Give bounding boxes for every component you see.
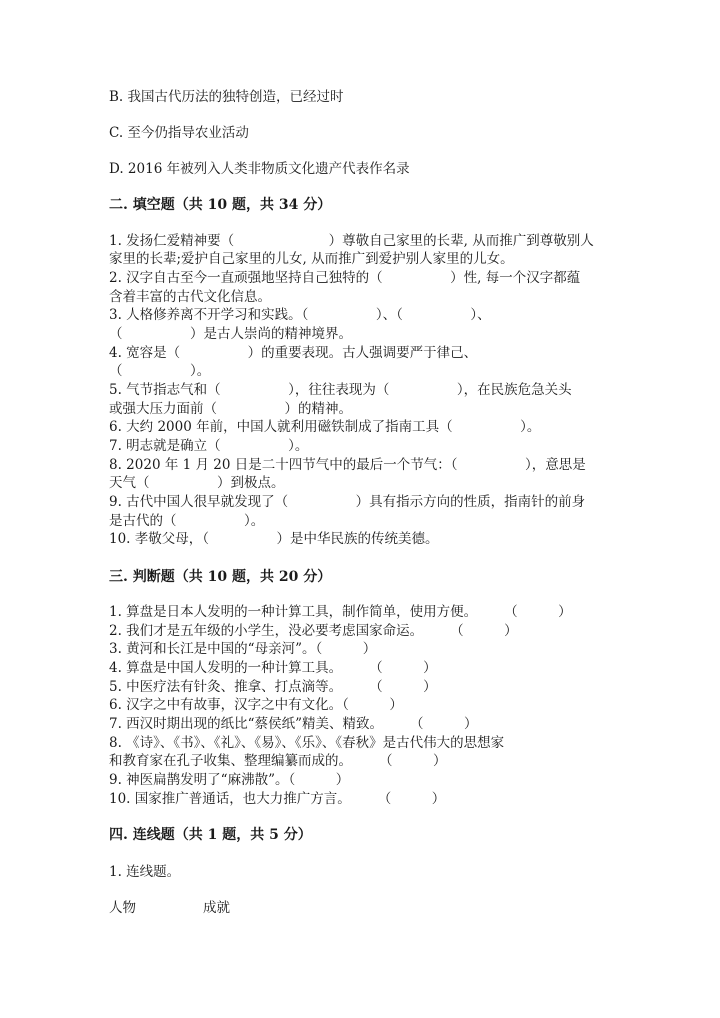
section-heading-fill-blank: 二. 填空题（共 10 题，共 34 分） (109, 197, 332, 213)
true-false-line: 4. 算盘是中国人发明的一种计算工具。 （ ） (109, 660, 437, 676)
section-heading-true-false: 三. 判断题（共 10 题，共 20 分） (109, 569, 332, 585)
fill-blank-line: 5. 气节指志气和（ ），往往表现为（ ），在民族危急关头 (109, 382, 572, 398)
true-false-line: 8. 《诗》、《书》、《礼》、《易》、《乐》、《春秋》是古代伟大的思想家 (109, 735, 505, 751)
fill-blank-line: （ ）是古人崇尚的精神境界。 (109, 326, 352, 342)
matching-column-right: 成就 (203, 900, 230, 916)
true-false-line: 5. 中医疗法有针灸、推拿、打点滴等。 （ ） (109, 679, 437, 695)
fill-blank-line: 7. 明志就是确立（ ）。 (109, 438, 309, 454)
fill-blank-line: 3. 人格修养离不开学习和实践。（ ）、（ ）、 (109, 307, 491, 323)
fill-blank-line: 10. 孝敬父母，（ ）是中华民族的传统美德。 (109, 531, 439, 547)
fill-blank-line: 4. 宽容是（ ）的重要表现。古人强调要严于律己、 (109, 345, 478, 361)
option-c: C. 至今仍指导农业活动 (109, 125, 249, 141)
matching-question: 1. 连线题。 (109, 864, 181, 880)
fill-blank-line: 家里的长辈;爱护自己家里的儿女, 从而推广到爱护别人家里的儿女。 (109, 251, 514, 267)
option-d: D. 2016 年被列入人类非物质文化遗产代表作名录 (109, 161, 410, 177)
true-false-line: 2. 我们才是五年级的小学生，没必要考虑国家命运。 （ ） (109, 623, 518, 639)
fill-blank-line: 6. 大约 2000 年前，中国人就利用磁铁制成了指南工具（ ）。 (109, 419, 541, 435)
fill-blank-line: 8. 2020 年 1 月 20 日是二十四节气中的最后一个节气：（ ），意思是 (109, 457, 586, 473)
fill-blank-line: （ ）。 (109, 363, 211, 379)
fill-blank-line: 或强大压力面前（ ）的精神。 (109, 401, 352, 417)
true-false-line: 3. 黄河和长江是中国的“母亲河”。（ ） (109, 641, 377, 657)
true-false-line: 9. 神医扁鹊发明了“麻沸散”。（ ） (109, 772, 350, 788)
matching-column-left: 人物 (109, 900, 136, 916)
fill-blank-line: 是古代的（ ）。 (109, 513, 265, 529)
true-false-line: 10. 国家推广普通话，也大力推广方言。 （ ） (109, 791, 446, 807)
true-false-line: 6. 汉字之中有故事，汉字之中有文化。（ ） (109, 697, 403, 713)
fill-blank-line: 1. 发扬仁爱精神要（ ）尊敬自己家里的长辈, 从而推广到尊敬别人 (109, 233, 594, 249)
true-false-line: 和教育家在孔子收集、整理编纂而成的。 （ ） (109, 753, 447, 769)
fill-blank-line: 天气（ ）到极点。 (109, 475, 285, 491)
fill-blank-line: 含着丰富的古代文化信息。 (109, 289, 271, 305)
true-false-line: 1. 算盘是日本人发明的一种计算工具，制作简单，使用方便。 （ ） (109, 604, 572, 620)
option-b: B. 我国古代历法的独特创造，已经过时 (109, 89, 344, 105)
fill-blank-line: 2. 汉字自古至今一直顽强地坚持自己独特的（ ）性, 每一个汉字都蕴 (109, 270, 581, 286)
true-false-line: 7. 西汉时期出现的纸比“蔡侯纸”精美、精致。 （ ） (109, 716, 478, 732)
fill-blank-line: 9. 古代中国人很早就发现了（ ）具有指示方向的性质，指南针的前身 (109, 494, 586, 510)
section-heading-matching: 四. 连线题（共 1 题，共 5 分） (109, 827, 312, 843)
